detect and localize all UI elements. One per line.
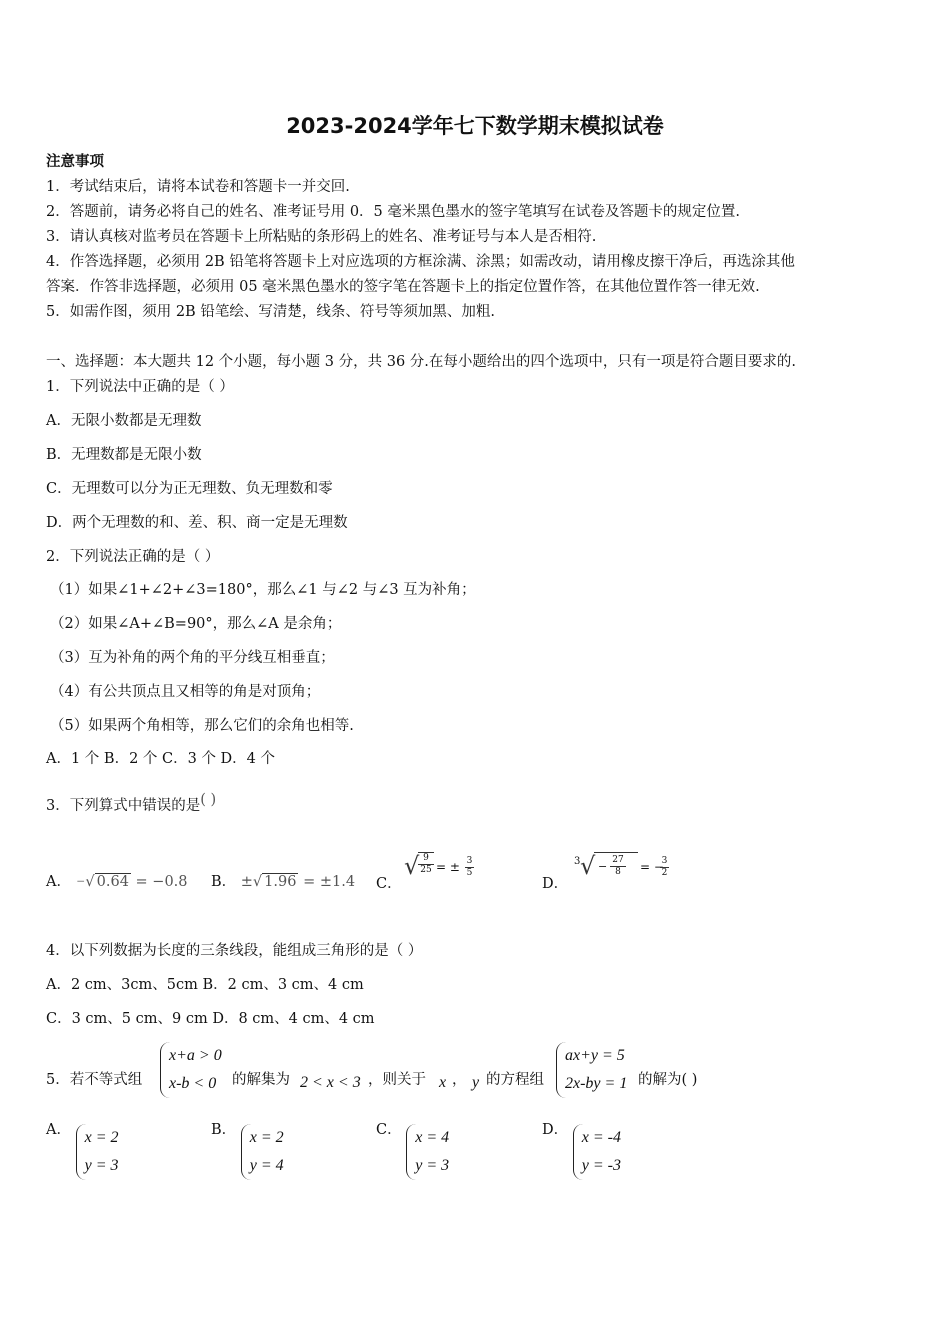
notice-item: 3．请认真核对监考员在答题卡上所粘贴的条形码上的姓名、准考证号与本人是否相符. (46, 229, 597, 245)
solution-range: 2 < x < 3 (300, 1074, 361, 1091)
q5-option-c (376, 1124, 453, 1180)
q3-stem-text: 3．下列算式中错误的是 (46, 798, 201, 814)
q5-option-a (46, 1124, 123, 1180)
page-title: 2023-2024学年七下数学期末模拟试卷 (286, 114, 664, 138)
q5-text: ， (452, 1072, 467, 1088)
equation: ax+y = 5 (565, 1047, 625, 1064)
radicand: 0.64 (96, 874, 129, 890)
q2-options: A．1 个 B．2 个 C．3 个 D．4 个 (46, 751, 276, 767)
q5-text: 的解集为 (232, 1072, 290, 1088)
q5-option-b (211, 1124, 288, 1180)
sqrt-icon: √ (252, 874, 263, 890)
plus-minus-sign: ± (240, 874, 253, 890)
option-label: C． (376, 876, 402, 892)
notice-item: 2．答题前，请务必将自己的姓名、准考证号用 0．5 毫米黑色墨水的签字笔填写在试卷及答题卡的规定位置. (46, 204, 740, 220)
q5-text: 5．若不等式组 (46, 1072, 143, 1088)
q3-option-b (211, 870, 355, 891)
q1-option-d: D．两个无理数的和、差、积、商一定是无理数 (46, 515, 348, 531)
eq-y: y = 4 (249, 1157, 284, 1174)
fraction (465, 856, 474, 879)
denominator: 25 (420, 865, 432, 875)
question-1-stem: 1．下列说法中正确的是（ ） (46, 379, 234, 395)
eq-y: y = 3 (415, 1157, 450, 1174)
option-label: D． (542, 876, 569, 892)
q1-option-a: A．无限小数都是无理数 (46, 413, 202, 429)
q2-statement: （5）如果两个角相等，那么它们的余角也相等. (50, 718, 354, 734)
equation-system (556, 1042, 631, 1098)
notice-item: 1．考试结束后，请将本试卷和答题卡一并交回. (46, 179, 350, 195)
root-index: 3 (574, 856, 581, 867)
section-heading: 一、选择题：本大题共 12 个小题，每小题 3 分，共 36 分.在每小题给出的四个选项中，只有一项是符合题目要求的. (46, 354, 796, 370)
cube-root-icon: √ (580, 852, 596, 880)
solution-system (406, 1124, 453, 1180)
question-2-stem: 2．下列说法正确的是（ ） (46, 549, 220, 565)
q5-text: 的方程组 (486, 1072, 544, 1088)
option-label: C． (376, 1122, 402, 1138)
option-label: B． (211, 1122, 237, 1138)
notice-item: 5．如需作图，须用 2B 铅笔绘、写清楚，线条、符号等须加黑、加粗. (46, 304, 495, 320)
option-label: D． (542, 1122, 569, 1138)
notice-heading: 注意事项 (46, 153, 104, 170)
solution-system (573, 1124, 625, 1180)
q3-paren: ( ) (200, 792, 217, 808)
rhs: = ±1.4 (303, 874, 356, 890)
inequality-system (160, 1042, 226, 1098)
numerator: 27 (610, 855, 626, 867)
fraction (660, 856, 669, 879)
notice-item: 4．作答选择题，必须用 2B 铅笔将答题卡上对应选项的方框涂满、涂黑；如需改动，请用橡皮擦干净后，再选涂其他 (46, 254, 795, 270)
eq-y: y = 3 (84, 1157, 119, 1174)
inequality: x+a > 0 (169, 1047, 222, 1064)
variable-y: y (472, 1074, 480, 1091)
solution-system (76, 1124, 123, 1180)
inequality: x-b < 0 (169, 1075, 217, 1092)
numerator: 9 (418, 853, 434, 865)
sqrt-icon: √ (404, 852, 420, 880)
q5-option-d (542, 1124, 625, 1180)
numerator: 3 (661, 856, 668, 866)
q3-option-a (46, 870, 188, 891)
notice-item: 答案．作答非选择题，必须用 05 毫米黑色墨水的签字笔在答题卡上的指定位置作答，在其他位置作答一律无效. (46, 279, 760, 295)
option-label: A． (46, 874, 71, 890)
q5-text: 的解为( ) (638, 1072, 698, 1088)
rhs: = − (640, 860, 664, 874)
variable-x: x (439, 1074, 447, 1091)
sqrt-icon: √ (85, 874, 95, 890)
q2-statement: （4）有公共顶点且又相等的角是对顶角； (50, 684, 321, 700)
solution-system (241, 1124, 288, 1180)
eq-y: y = -3 (581, 1157, 621, 1174)
q1-option-b: B．无理数都是无限小数 (46, 447, 202, 463)
eq-x: x = 4 (415, 1129, 450, 1146)
denominator: 8 (615, 867, 621, 877)
numerator: 3 (466, 856, 473, 866)
q2-statement: （2）如果∠A+∠B=90°，那么∠A 是余角； (50, 616, 342, 632)
fraction (610, 855, 626, 878)
q4-options-row-1: A．2 cm、3cm、5cm B．2 cm、3 cm、4 cm (46, 977, 364, 993)
option-label: B． (211, 874, 237, 890)
radicand: 1.96 (264, 874, 297, 890)
fraction (418, 852, 434, 876)
question-4-stem: 4．以下列数据为长度的三条线段，能组成三角形的是（ ） (46, 943, 423, 959)
radicand: − $\frac{27}{8}$ (594, 852, 638, 881)
rhs: = ± (436, 860, 460, 874)
q4-options-row-2: C．3 cm、5 cm、9 cm D．8 cm、4 cm、4 cm (46, 1011, 375, 1027)
rhs: = −0.8 (135, 874, 188, 890)
eq-x: x = 2 (249, 1129, 284, 1146)
q2-statement: （3）互为补角的两个角的平分线互相垂直； (50, 650, 335, 666)
minus-sign: − (75, 874, 86, 890)
denominator: 5 (466, 868, 473, 878)
q2-statement: （1）如果∠1+∠2+∠3=180°，那么∠1 与∠2 与∠3 互为补角； (50, 582, 476, 598)
eq-x: x = -4 (581, 1129, 621, 1146)
q5-text: ，则关于 (368, 1072, 426, 1088)
eq-x: x = 2 (84, 1129, 119, 1146)
option-label: A． (46, 1122, 71, 1138)
question-5-stem (46, 1042, 786, 1098)
equation: 2x-by = 1 (565, 1075, 628, 1092)
question-3-stem (46, 792, 217, 816)
q1-option-c: C．无理数可以分为正无理数、负无理数和零 (46, 481, 333, 497)
denominator: 2 (661, 868, 668, 878)
